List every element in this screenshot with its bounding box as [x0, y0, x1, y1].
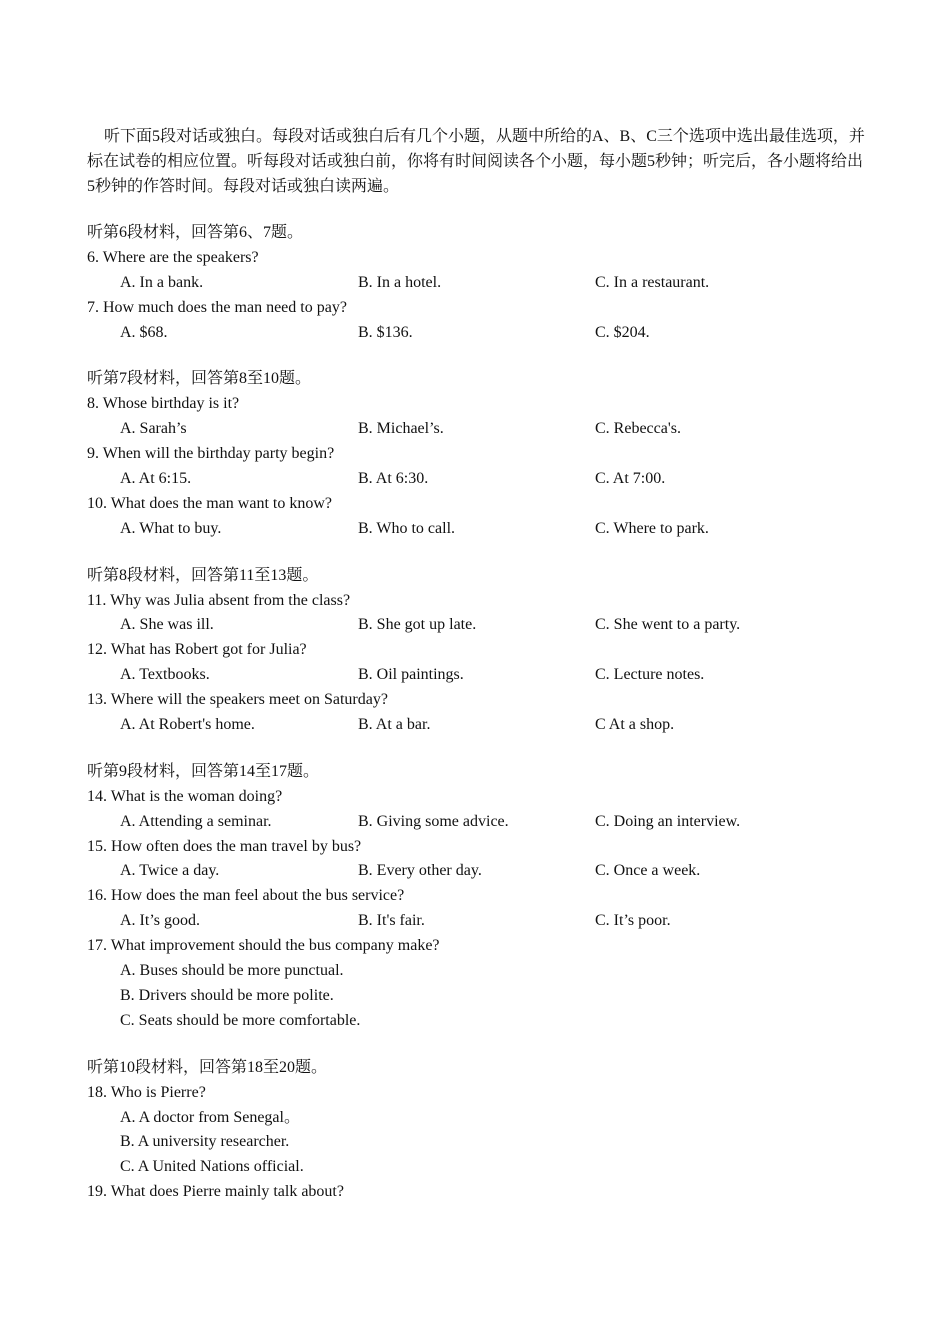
- option-a: A. What to buy.: [120, 519, 222, 537]
- options-6: [87, 271, 867, 296]
- question-18: 18. Who is Pierre?: [87, 1083, 206, 1101]
- options-12: [87, 663, 867, 688]
- option-a: A. At Robert's home.: [120, 716, 255, 734]
- option-c: C. In a restaurant.: [595, 273, 710, 291]
- option-b: B. It's fair.: [358, 912, 425, 930]
- option-a: A. She was ill.: [120, 616, 214, 634]
- option-b: B. $136.: [358, 323, 413, 341]
- section-8: [87, 564, 867, 738]
- option-b: B. Giving some advice.: [358, 812, 509, 830]
- instructions-paragraph: 听下面5段对话或独白。每段对话或独白后有几个小题，从题中所给的A、B、C三个选项中选出最佳选项，并标在试卷的相应位置。听每段对话或独白前，你将有时间阅读各个小题，每小题5秒钟；听完后，各小题将给出5秒钟的作答时间。每段对话或独白读两遍。: [87, 128, 865, 195]
- option-c: C. Rebecca's.: [595, 420, 681, 438]
- option-b: B. Every other day.: [358, 862, 482, 880]
- section-7: [87, 367, 867, 541]
- section-header: 听第10段材料，回答第18至20题。: [87, 1058, 328, 1076]
- section-9: [87, 760, 867, 1034]
- option-c: C. Where to park.: [595, 519, 709, 537]
- option-c: C. At 7:00.: [595, 470, 666, 488]
- question-19: 19. What does Pierre mainly talk about?: [87, 1183, 344, 1201]
- option-a: A. Attending a seminar.: [120, 812, 272, 830]
- question-15: 15. How often does the man travel by bus?: [87, 837, 362, 855]
- option-a: A. In a bank.: [120, 273, 204, 291]
- section-header: 听第7段材料，回答第8至10题。: [87, 370, 312, 388]
- option-b: B. A university researcher.: [120, 1133, 290, 1151]
- question-11: 11. Why was Julia absent from the class?: [87, 591, 351, 609]
- option-c: C. She went to a party.: [595, 616, 741, 634]
- option-c: C. It’s poor.: [595, 912, 671, 930]
- options-14: [87, 810, 867, 835]
- option-b: B. At 6:30.: [358, 470, 429, 488]
- options-8: [87, 417, 867, 442]
- question-16: 16. How does the man feel about the bus service?: [87, 887, 405, 905]
- option-b: B. She got up late.: [358, 616, 477, 634]
- question-13: 13. Where will the speakers meet on Saturday?: [87, 691, 388, 709]
- question-6: 6. Where are the speakers?: [87, 248, 259, 266]
- question-10: 10. What does the man want to know?: [87, 494, 332, 512]
- exam-page: [87, 124, 867, 1227]
- section-10: [87, 1056, 867, 1205]
- question-14: 14. What is the woman doing?: [87, 787, 283, 805]
- option-b: B. Who to call.: [358, 519, 456, 537]
- option-b: B. In a hotel.: [358, 273, 442, 291]
- option-b: B. Drivers should be more polite.: [120, 986, 334, 1004]
- option-b: B. Michael’s.: [358, 420, 444, 438]
- option-b: B. At a bar.: [358, 716, 431, 734]
- question-9: 9. When will the birthday party begin?: [87, 445, 335, 463]
- options-10: [87, 517, 867, 542]
- options-9: [87, 467, 867, 492]
- question-12: 12. What has Robert got for Julia?: [87, 641, 307, 659]
- options-13: [87, 713, 867, 738]
- section-header: 听第8段材料，回答第11至13题。: [87, 566, 319, 584]
- option-a: A. A doctor from Senegal。: [120, 1108, 300, 1126]
- option-a: A. Textbooks.: [120, 666, 210, 684]
- option-c: C At a shop.: [595, 716, 675, 734]
- options-11: [87, 613, 867, 638]
- question-17: 17. What improvement should the bus company make?: [87, 937, 440, 955]
- section-6: [87, 221, 867, 345]
- option-a: A. It’s good.: [120, 912, 200, 930]
- option-c: C. A United Nations official.: [120, 1158, 304, 1176]
- question-7: 7. How much does the man need to pay?: [87, 298, 347, 316]
- option-a: A. Buses should be more punctual.: [120, 962, 344, 980]
- question-8: 8. Whose birthday is it?: [87, 395, 240, 413]
- option-c: C. $204.: [595, 323, 650, 341]
- option-c: C. Lecture notes.: [595, 666, 705, 684]
- option-c: C. Seats should be more comfortable.: [120, 1011, 361, 1029]
- options-16: [87, 909, 867, 934]
- option-b: B. Oil paintings.: [358, 666, 464, 684]
- section-header: 听第6段材料，回答第6、7题。: [87, 224, 304, 241]
- options-15: [87, 859, 867, 884]
- section-header: 听第9段材料，回答第14至17题。: [87, 762, 320, 780]
- option-c: C. Once a week.: [595, 862, 701, 880]
- option-a: A. Twice a day.: [120, 862, 220, 880]
- option-c: C. Doing an interview.: [595, 812, 741, 830]
- options-7: [87, 321, 867, 346]
- option-a: A. Sarah’s: [120, 420, 187, 438]
- option-a: A. $68.: [120, 323, 168, 341]
- option-a: A. At 6:15.: [120, 470, 192, 488]
